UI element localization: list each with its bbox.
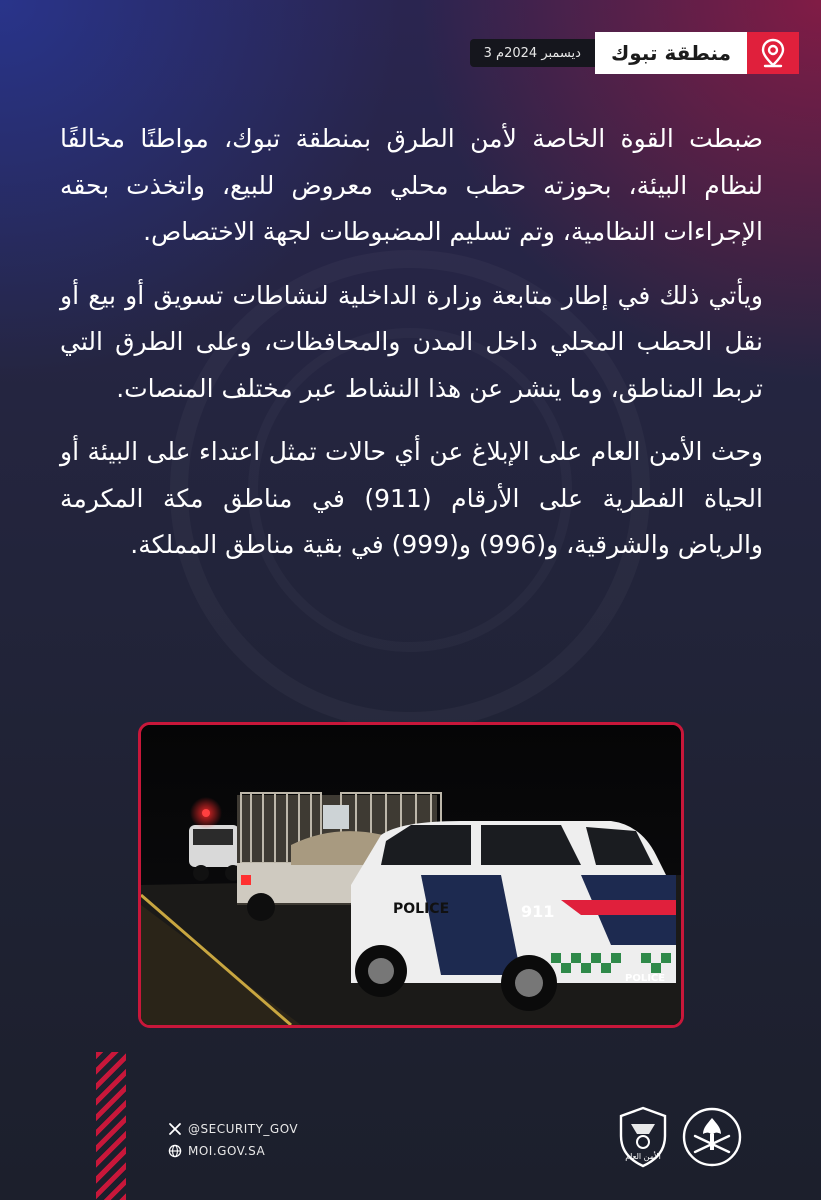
public-security-logo-text: الأمن العام [625, 1152, 661, 1161]
location-pin-icon [756, 36, 790, 70]
car-number-label: 911 [521, 902, 555, 921]
social-links [168, 1118, 298, 1162]
header-bar [470, 32, 799, 74]
date-label: 3 ديسمبر 2024م [470, 39, 595, 67]
location-pin-badge [747, 32, 799, 74]
article-paragraph-3: وحث الأمن العام على الإبلاغ عن أي حالات تمثل اعتداء على البيئة أو الحياة الفطرية على الأرقام (911) في مناطق مكة المكرمة والرياض والشرقية، و(996) و(999) في بقية مناطق المملكة. [60, 437, 763, 559]
article-body [60, 116, 763, 586]
saudi-emblem-logo [681, 1106, 743, 1168]
public-security-logo [615, 1106, 671, 1168]
x-twitter-icon [168, 1122, 182, 1136]
website-url: MOI.GOV.SA [188, 1144, 266, 1158]
decorative-hatch-stripes [96, 1052, 126, 1200]
police-label-front: POLICE [393, 901, 450, 917]
article-paragraph-2: ويأتي ذلك في إطار متابعة وزارة الداخلية لنشاطات تسويق أو بيع أو نقل الحطب المحلي داخل المدن والمحافظات، وعلى الطرق التي تربط المناطق، وما ينشر عن هذا النشاط عبر مختلف المنصات. [60, 280, 763, 403]
police-label-rear: POLICE [625, 973, 666, 984]
news-photo [138, 722, 684, 1028]
region-title: منطقة تبوك [595, 32, 747, 74]
twitter-link[interactable] [168, 1118, 298, 1140]
website-link[interactable] [168, 1140, 298, 1162]
article-paragraph-1: ضبطت القوة الخاصة لأمن الطرق بمنطقة تبوك، مواطنًا مخالفًا لنظام البيئة، بحوزته حطب محلي معروض للبيع، واتخذت بحقه الإجراءات النظامية، وتم تسليم المضبوطات لجهة الاختصاص. [60, 124, 763, 246]
globe-icon [168, 1144, 182, 1158]
twitter-handle: @SECURITY_GOV [188, 1122, 299, 1136]
footer-logos [615, 1106, 743, 1168]
night-roadside-scene-illustration [141, 725, 681, 1025]
